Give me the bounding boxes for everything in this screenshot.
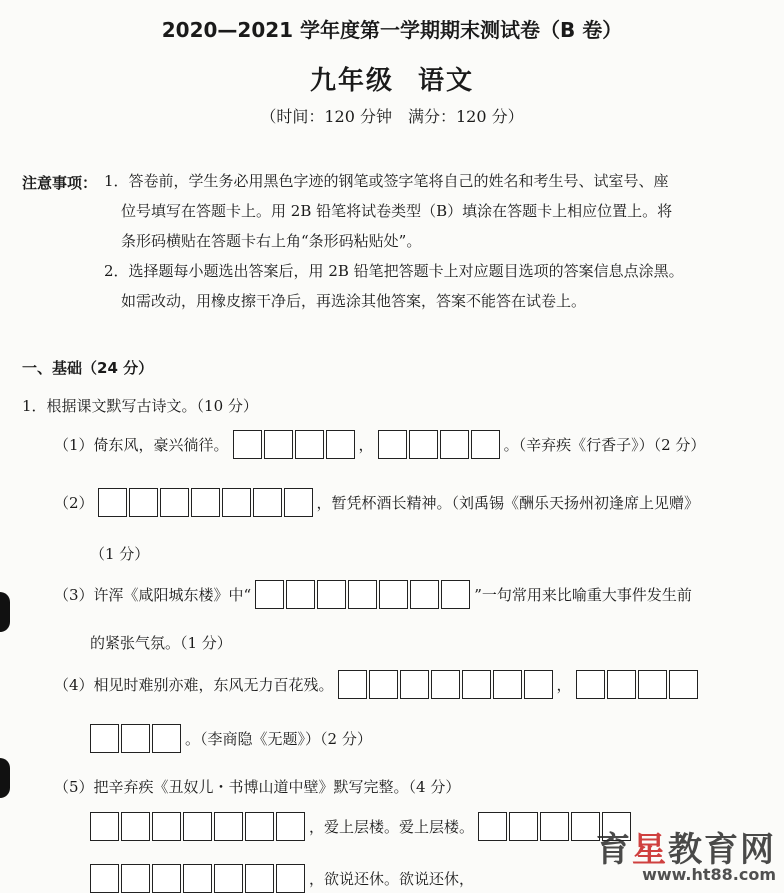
answer-box[interactable] [191,488,220,517]
answer-box[interactable] [121,724,150,753]
answer-box[interactable] [284,488,313,517]
answer-box[interactable] [264,430,293,459]
answer-boxes[interactable] [338,670,553,699]
answer-box[interactable] [121,812,150,841]
exam-title: 2020—2021 学年度第一学期期末测试卷（B 卷） [161,18,623,42]
question-1-part-4 [50,670,698,699]
answer-box[interactable] [90,724,119,753]
answer-box[interactable] [253,488,282,517]
answer-box[interactable] [509,812,538,841]
answer-box[interactable] [431,670,460,699]
section-title: 一、基础（24 分） [22,359,154,377]
time-info: （时间：120 分钟 满分：120 分） [260,107,524,126]
part-2-score: （1 分） [90,545,150,563]
answer-boxes[interactable] [378,430,500,459]
answer-box[interactable] [348,580,377,609]
answer-box[interactable] [524,670,553,699]
answer-box[interactable] [222,488,251,517]
note-item-1-line-2: 位号填写在答题卡上。用 2B 铅笔将试卷类型（B）填涂在答题卡上相应位置上。将 [121,202,673,220]
watermark-text-highlight: 星 [632,830,668,870]
note-item-1-line-1: 1．答卷前，学生务必用黑色字迹的钢笔或签字笔将自己的姓名和考生号、试室号、座 [104,172,669,190]
answer-boxes[interactable] [233,430,355,459]
answer-box[interactable] [478,812,507,841]
punch-hole-mark [0,758,10,798]
part-5-line-1-text: ，爱上层楼。爱上层楼。 [309,818,475,836]
answer-box[interactable] [160,488,189,517]
part-2-prefix: （2） [54,494,94,512]
punch-hole-mark [0,592,10,632]
part-5-line-2-text: ，欲说还休。欲说还休， [309,870,475,888]
answer-box[interactable] [338,670,367,699]
question-1-part-3 [50,580,696,609]
answer-boxes[interactable] [90,724,181,753]
answer-box[interactable] [540,812,569,841]
answer-box[interactable] [152,812,181,841]
subject-label: 语文 [418,66,475,96]
part-4-comma: ， [556,676,572,694]
note-item-2-line-1: 2．选择题每小题选出答案后，用 2B 铅笔把答题卡上对应题目选项的答案信息点涂黑。 [104,262,684,280]
answer-box[interactable] [245,864,274,893]
question-1-part-4-line-2 [90,724,376,753]
part-1-prefix: （1）倚东风，豪兴徜徉。 [54,436,229,454]
answer-box[interactable] [152,724,181,753]
answer-box[interactable] [317,580,346,609]
part-3-suffix: ”一句常用来比喻重大事件发生前 [474,586,692,604]
answer-box[interactable] [378,430,407,459]
site-watermark [596,822,776,884]
answer-box[interactable] [90,812,119,841]
question-1-part-5-line-1 [90,812,631,841]
notes-label: 注意事项： [22,174,98,192]
answer-boxes[interactable] [90,812,305,841]
question-1-part-5-line-2 [90,864,478,893]
part-3-line-2: 的紧张气氛。（1 分） [90,634,232,652]
answer-box[interactable] [607,670,636,699]
part-3-prefix: （3）许浑《咸阳城东楼》中“ [54,586,252,604]
answer-box[interactable] [214,864,243,893]
question-1-part-1 [50,430,709,459]
answer-box[interactable] [286,580,315,609]
answer-box[interactable] [295,430,324,459]
answer-box[interactable] [410,580,439,609]
answer-box[interactable] [233,430,262,459]
answer-box[interactable] [638,670,667,699]
answer-box[interactable] [409,430,438,459]
note-item-1-line-3: 条形码横贴在答题卡右上角“条形码粘贴处”。 [121,232,422,250]
answer-box[interactable] [255,580,284,609]
answer-box[interactable] [379,580,408,609]
answer-box[interactable] [669,670,698,699]
answer-box[interactable] [245,812,274,841]
part-4-prefix: （4）相见时难别亦难，东风无力百花残。 [54,676,334,694]
watermark-url: www.ht88.com [642,865,776,884]
answer-box[interactable] [400,670,429,699]
answer-boxes[interactable] [90,864,305,893]
part-1-suffix: 。（辛弃疾《行香子》）（2 分） [503,436,706,454]
note-item-2-line-2: 如需改动，用橡皮擦干净后，再选涂其他答案，答案不能答在试卷上。 [121,292,587,310]
question-1: 1．根据课文默写古诗文。（10 分） [22,397,258,415]
answer-box[interactable] [90,864,119,893]
answer-box[interactable] [121,864,150,893]
answer-box[interactable] [129,488,158,517]
question-1-part-5: （5）把辛弃疾《丑奴儿・书博山道中壁》默写完整。（4 分） [54,778,461,796]
grade-label: 九年级 [309,66,394,96]
answer-boxes[interactable] [255,580,470,609]
answer-boxes[interactable] [576,670,698,699]
answer-box[interactable] [152,864,181,893]
answer-box[interactable] [214,812,243,841]
answer-box[interactable] [462,670,491,699]
answer-box[interactable] [326,430,355,459]
exam-subtitle [0,60,784,97]
part-4-suffix: 。（李商隐《无题》）（2 分） [185,730,372,748]
answer-box[interactable] [441,580,470,609]
answer-box[interactable] [440,430,469,459]
answer-box[interactable] [369,670,398,699]
watermark-text-prefix: 育 [596,830,632,870]
answer-box[interactable] [98,488,127,517]
answer-boxes[interactable] [98,488,313,517]
answer-box[interactable] [276,864,305,893]
answer-box[interactable] [493,670,522,699]
answer-box[interactable] [183,812,212,841]
watermark-logo [596,822,776,871]
answer-box[interactable] [576,670,605,699]
part-2-suffix: ，暂凭杯酒长精神。（刘禹锡《酬乐天扬州初逢席上见赠》 [316,494,700,512]
answer-box[interactable] [183,864,212,893]
watermark-text-suffix: 教育网 [668,830,776,870]
answer-box[interactable] [276,812,305,841]
answer-box[interactable] [471,430,500,459]
part-1-comma: ， [358,436,374,454]
question-1-part-2 [50,488,703,517]
